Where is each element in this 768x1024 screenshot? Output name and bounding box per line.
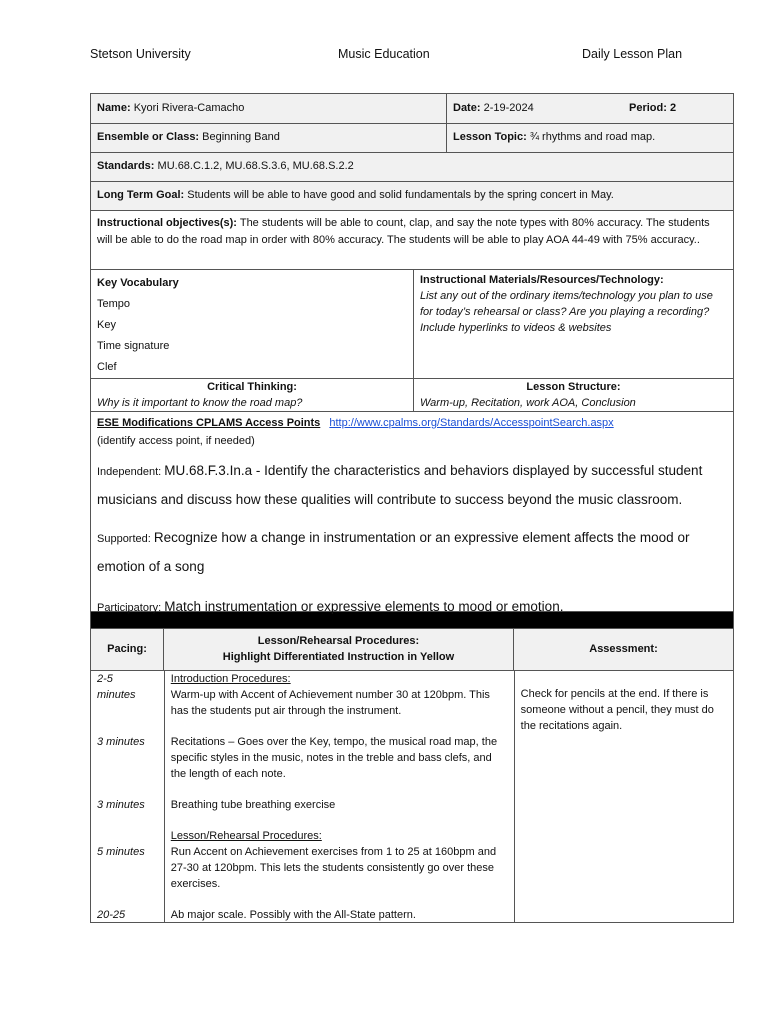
goal-label: Long Term Goal: xyxy=(97,189,185,201)
critical-structure-row xyxy=(91,379,733,412)
participatory-block xyxy=(97,596,727,619)
pacing-step: 3 minutes xyxy=(97,736,145,748)
structure-cell xyxy=(414,379,733,411)
procedure-heading: Lesson/Rehearsal Procedures: xyxy=(170,830,322,842)
cpalms-link[interactable]: http://www.cpalms.org/Standards/AccesspointSearch.aspx xyxy=(329,417,614,429)
name-label: Name: xyxy=(97,102,131,114)
vocab-item: Time signature xyxy=(97,340,170,352)
standards-value: MU.68.C.1.2, MU.68.S.3.6, MU.68.S.2.2 xyxy=(157,160,354,172)
header-doc-type: Daily Lesson Plan xyxy=(582,47,683,61)
procedures-body-row xyxy=(91,671,733,922)
standards-row xyxy=(91,153,733,182)
ese-row xyxy=(91,412,733,612)
critical-cell xyxy=(91,379,414,411)
vocab-item: Clef xyxy=(97,361,117,373)
header-department: Music Education xyxy=(338,47,430,61)
ensemble-label: Ensemble or Class: xyxy=(97,131,200,143)
participatory-text: Match instrumentation or expressive elements to mood or emotion. xyxy=(164,599,564,614)
ese-title: ESE Modifications CPLAMS Access Points xyxy=(97,417,321,429)
materials-title: Instructional Materials/Resources/Technology: xyxy=(420,274,664,286)
procedures-header-row xyxy=(91,629,733,671)
objectives-value: The students will be able to count, clap, and say the note types with 80% accuracy. The students will be able to do the road map in order with 80% accuracy. The students will be able to play AOA 44-49 with 75% accuracy.. xyxy=(97,217,710,246)
pacing-step: 3 minutes xyxy=(97,799,145,811)
procedures-header xyxy=(164,629,514,670)
topic-cell xyxy=(447,124,733,152)
supported-block xyxy=(97,524,727,582)
procedure-text: Ab major scale. Possibly with the All-State pattern. xyxy=(170,909,416,921)
procedure-text: Warm-up with Accent of Achievement number 30 at 120bpm. This has the students put air through the instrument. xyxy=(170,689,490,717)
name-date-row xyxy=(91,94,733,124)
procedure-text: Run Accent on Achievement exercises from 1 to 25 at 160bpm and 27-30 at 120bpm. This lets the students consistently go over these exercises. xyxy=(170,846,497,890)
pacing-step: 2-5 minutes xyxy=(97,673,136,701)
procedure-step xyxy=(165,907,515,923)
ensemble-cell xyxy=(91,124,447,152)
objectives-cell xyxy=(91,211,733,269)
materials-cell xyxy=(414,270,733,378)
independent-text: MU.68.F.3.In.a - Identify the characteristics and behaviors displayed by successful student musicians and discuss how these qualities will contribute to success beyond the music classroom. xyxy=(97,463,703,507)
ese-note: (identify access point, if needed) xyxy=(97,435,255,447)
procedure-text: Recitations – Goes over the Key, tempo, the musical road map, the specific styles in the music, notes in the treble and bass clefs, and the length of each note. xyxy=(170,736,498,780)
materials-text: List any out of the ordinary items/technology you plan to use for today’s rehearsal or class? Are you playing a recording? Include hyperlinks to videos & websites xyxy=(420,290,713,334)
objectives-row xyxy=(91,211,733,270)
structure-title: Lesson Structure: xyxy=(526,381,621,393)
vocab-item: Tempo xyxy=(97,298,131,310)
vocab-cell xyxy=(91,270,414,378)
procedure-step xyxy=(165,734,515,782)
vocab-materials-row xyxy=(91,270,733,379)
vocab-title: Key Vocabulary xyxy=(97,277,179,289)
procedure-heading: Introduction Procedures: xyxy=(170,673,291,685)
procedure-step xyxy=(165,797,515,813)
goal-row xyxy=(91,182,733,211)
name-cell xyxy=(91,94,447,123)
period-label: Period: xyxy=(629,102,667,114)
date-value: 2-19-2024 xyxy=(483,102,534,114)
goal-value: Students will be able to have good and solid fundamentals by the spring concert in May. xyxy=(187,189,614,201)
period-value: 2 xyxy=(669,102,677,114)
participatory-label: Participatory: xyxy=(97,602,162,614)
lesson-plan-table xyxy=(90,93,734,923)
independent-block xyxy=(97,457,727,515)
procedure-step xyxy=(165,828,515,892)
name-value: Kyori Rivera-Camacho xyxy=(133,102,245,114)
pacing-column xyxy=(91,671,165,922)
supported-label: Supported: xyxy=(97,533,151,545)
pacing-header: Pacing: xyxy=(91,629,164,670)
procedures-column xyxy=(165,671,515,922)
pacing-step: 20-25 xyxy=(97,909,126,921)
critical-title: Critical Thinking: xyxy=(207,381,297,393)
period-group xyxy=(629,100,676,116)
header-university: Stetson University xyxy=(90,47,191,61)
critical-text: Why is it important to know the road map? xyxy=(97,397,303,409)
assessment-text: Check for pencils at the end. If there is someone without a pencil, they must do the recitations again. xyxy=(520,688,714,732)
procedure-step xyxy=(165,671,515,719)
procedures-header-subtitle: Highlight Differentiated Instruction in Yellow xyxy=(222,651,455,663)
ese-title-line xyxy=(97,415,727,433)
supported-text: Recognize how a change in instrumentation or an expressive element affects the mood or emotion of a song xyxy=(97,530,690,574)
topic-value: ¾ rhythms and road map. xyxy=(529,131,656,143)
assessment-column xyxy=(515,671,733,922)
procedure-text: Breathing tube breathing exercise xyxy=(170,799,336,811)
standards-cell xyxy=(91,153,733,181)
pacing-step: 5 minutes xyxy=(97,846,145,858)
date-label: Date: xyxy=(453,102,481,114)
date-period-cell xyxy=(447,94,733,123)
ensemble-topic-row xyxy=(91,124,733,153)
vocab-item: Key xyxy=(97,319,116,331)
ese-cell xyxy=(91,412,733,614)
independent-label: Independent: xyxy=(97,466,162,478)
standards-label: Standards: xyxy=(97,160,155,172)
assessment-header: Assessment: xyxy=(589,643,658,655)
topic-label: Lesson Topic: xyxy=(453,131,527,143)
objectives-label: Instructional objectives(s): xyxy=(97,217,237,229)
procedures-header-title: Lesson/Rehearsal Procedures: xyxy=(257,635,420,647)
structure-text: Warm-up, Recitation, work AOA, Conclusion xyxy=(420,397,636,409)
ensemble-value: Beginning Band xyxy=(202,131,280,143)
goal-cell xyxy=(91,182,733,210)
